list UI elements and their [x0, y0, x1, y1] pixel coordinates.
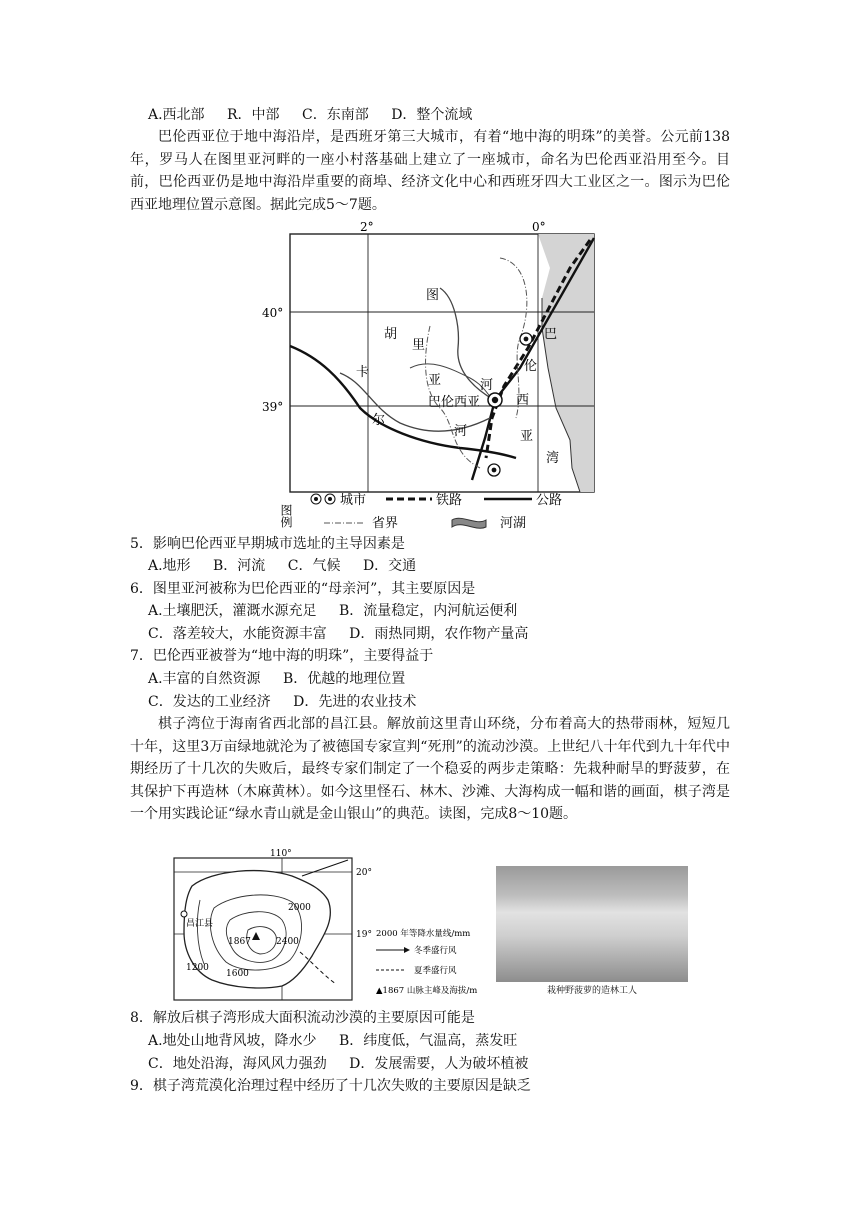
map1-lat-40: 40° — [262, 306, 284, 320]
map2-lon-label: 110° — [270, 849, 292, 859]
map1-bay-char-4: 亚 — [520, 429, 534, 444]
map2-legend-peak: ▲1867 山脉主峰及海拔/m — [376, 986, 478, 996]
map1-legend-city: 城市 — [340, 493, 367, 508]
map2-legend-isohyet: 2000 年等降水量线/mm — [376, 929, 471, 939]
map1-river-char-7: 河 — [480, 378, 494, 393]
map1-legend-railway: 铁路 — [436, 493, 463, 508]
map1-lat-39: 39° — [262, 400, 284, 414]
q5-option-a: A.地形 — [148, 558, 191, 574]
q5-options — [148, 555, 434, 577]
q6-option-a: A.土壤肥沃，灌溉水源充足 — [148, 603, 317, 619]
map2-isohyet-label-1200: 1200 — [186, 963, 209, 973]
q8-option-b: B．纬度低，气温高，蒸发旺 — [339, 1033, 518, 1049]
q7-option-d: D．先进的农业技术 — [293, 694, 417, 710]
map2-lat-20: 20° — [356, 868, 372, 878]
q7-options-row2 — [148, 691, 434, 713]
map2-lat-19: 19° — [356, 930, 372, 940]
q4-option-c: C．东南部 — [302, 107, 369, 123]
map1-bay-char-2: 伦 — [524, 359, 538, 374]
q8-option-a: A.地处山地背风坡，降水少 — [148, 1033, 317, 1049]
map1-legend-river: 河湖 — [500, 516, 527, 531]
map1-road-west — [290, 346, 516, 458]
map1-legend-boundary: 省界 — [372, 516, 399, 531]
q8-options-row2 — [148, 1053, 546, 1075]
q6-option-b: B．流量稳定，内河航运便利 — [339, 603, 518, 619]
q8-stem: 8．解放后棋子湾形成大面积流动沙漠的主要原因可能是 — [130, 1010, 475, 1026]
passage-qizi-text: 棋子湾位于海南省西北部的昌江县。解放前这里青山环绕，分布着高大的热带雨林，短短几十年，这里3万亩绿地就沦为了被德国专家宣判“死刑”的流动沙漠。上世纪八十年代到九十年代中期经历了十几次的失败后，最终专家们制定了一个稳妥的两步走策略：先栽种耐旱的野菠萝，在其保护下再造林（木麻黄林）。如今这里怪石、林木、沙滩、大海构成一幅和谐的画面，棋子湾是一个用实践论证“绿水青山就是金山银山”的典范。读图，完成8～10题。 — [130, 716, 730, 823]
map2-summer-wind — [300, 952, 336, 984]
q9-stem: 9．棋子湾荒漠化治理过程中经历了十几次失败的主要原因是缺乏 — [130, 1078, 531, 1094]
q5-option-d: D．交通 — [362, 558, 417, 574]
q8-option-c: C．地处沿海，海风风力强劲 — [148, 1056, 327, 1072]
q6-options-row2 — [148, 623, 546, 645]
map2-legend-summer: 夏季盛行风 — [414, 966, 457, 976]
passage-valencia-text: 巴伦西亚位于地中海沿岸，是西班牙第三大城市，有着“地中海的明珠”的美誉。公元前138年，罗马人在图里亚河畔的一座小村落基础上建立了一座城市，命名为巴伦西亚沿用至今。目前，巴伦西亚仍是地中海沿岸重要的商埠、经济文化中心和西班牙四大工业区之一。图示为巴伦西亚地理位置示意图。据此完成5～7题。 — [130, 129, 730, 213]
passage-valencia — [130, 126, 730, 216]
valencia-location-map — [262, 218, 600, 531]
q7-option-a: A.丰富的自然资源 — [148, 671, 261, 687]
map1-legend-title: 图例 — [279, 504, 293, 528]
map1-city-label: 巴伦西亚 — [428, 395, 481, 410]
map1-river-char-4: 卡 — [356, 365, 370, 380]
map1-bay-char-5: 湾 — [546, 451, 560, 466]
map1-lon-2: 2° — [360, 220, 374, 234]
q7-option-b: B．优越的地理位置 — [283, 671, 406, 687]
map1-river-char-8: 河 — [454, 424, 468, 439]
map2-county-label: 昌江县 — [186, 919, 214, 929]
q8-options-row1 — [148, 1030, 535, 1052]
map2-isohyet-label-2400: 2400 — [276, 937, 299, 947]
map1-bay-char-1: 巴 — [544, 327, 558, 342]
q4-option-a: A.西北部 — [148, 107, 205, 123]
q7-options-row1 — [148, 668, 423, 690]
photo-caption: 栽种野菠萝的造林工人 — [546, 986, 637, 996]
map2-legend-winter: 冬季盛行风 — [414, 946, 457, 956]
q6-options-row1 — [148, 600, 535, 622]
map1-river-char-6: 尔 — [372, 413, 386, 428]
q6-stem: 6．图里亚河被称为巴伦西亚的“母亲河”，其主要原因是 — [130, 581, 476, 597]
map2-isohyet-label-1600: 1600 — [226, 969, 249, 979]
q8-option-d: D．发展需要，人为破坏植被 — [349, 1056, 529, 1072]
q5-option-c: C．气候 — [287, 558, 341, 574]
map1-river-char-2: 胡 — [384, 327, 398, 342]
map1-river-char-3: 里 — [412, 338, 426, 353]
map2-isohyet-label-2000: 2000 — [288, 903, 311, 913]
hainan-precipitation-map — [172, 848, 494, 1004]
q4-option-d: D．整个流域 — [391, 107, 473, 123]
q5-stem: 5．影响巴伦西亚早期城市选址的主导因素是 — [130, 536, 405, 552]
map1-legend-road: 公路 — [536, 493, 563, 508]
map1-bay-char-3: 西 — [516, 393, 530, 408]
map2-county-marker — [181, 911, 187, 917]
map2-winter-wind — [302, 860, 348, 876]
q5-option-b: B．河流 — [213, 558, 266, 574]
tree-planting-photo — [496, 866, 688, 996]
map1-river-char-5: 亚 — [428, 373, 442, 388]
map1-lon-0: 0° — [532, 220, 546, 234]
q4-option-b: R．中部 — [227, 107, 280, 123]
q6-option-d: D．雨热同期，农作物产量高 — [349, 626, 529, 642]
q7-stem: 7．巴伦西亚被誉为“地中海的明珠”，主要得益于 — [130, 648, 434, 664]
q7-option-c: C．发达的工业经济 — [148, 694, 271, 710]
passage-qizi — [130, 713, 730, 826]
q6-option-c: C．落差较大，水能资源丰富 — [148, 626, 327, 642]
q4-options — [148, 104, 490, 126]
map2-peak-label: 1867 — [228, 937, 251, 947]
map1-river-char-1: 图 — [426, 288, 440, 303]
